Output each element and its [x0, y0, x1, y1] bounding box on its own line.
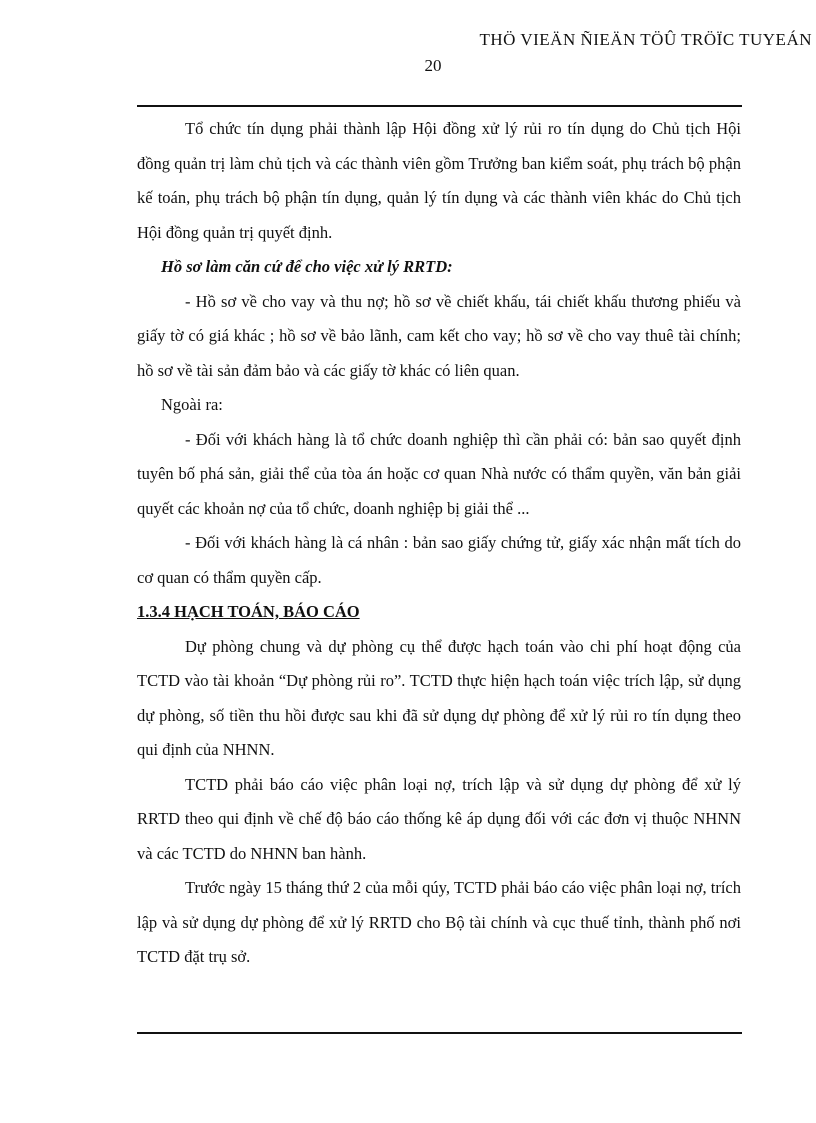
section-heading: 1.3.4 HẠCH TOÁN, BÁO CÁO — [137, 602, 360, 621]
paragraph: Dự phòng chung và dự phòng cụ thể được hạch toán vào chi phí hoạt động của TCTD vào tài khoản “Dự phòng rủi ro”. TCTD thực hiện hạch toán việc trích lập, sử dụng dự phòng, số tiền thu hồi được sau khi đã sử dụng dự phòng để xử lý rủi ro tín dụng theo qui định của NHNN. — [137, 636, 741, 759]
subheading: Hồ sơ làm căn cứ để cho việc xử lý RRTD: — [161, 257, 453, 276]
paragraph: Ngoài ra: — [161, 395, 223, 414]
paragraph: Trước ngày 15 tháng thứ 2 của mỗi qúy, TCTD phải báo cáo việc phân loại nợ, trích lập và sử dụng dự phòng để xử lý RRTD cho Bộ tài chính và cục thuế tỉnh, thành phố nơi TCTD đặt trụ sở. — [137, 878, 741, 966]
top-divider — [137, 105, 742, 107]
paragraph: - Đối với khách hàng là tổ chức doanh nghiệp thì cần phải có: bản sao quyết định tuyên bố phá sản, giải thể của tòa án hoặc cơ quan Nhà nước có thẩm quyền, văn bản giải quyết các khoản nợ của tổ chức, doanh nghiệp bị giải thể ... — [137, 429, 741, 518]
paragraph: - Đối với khách hàng là cá nhân : bản sao giấy chứng tử, giấy xác nhận mất tích do cơ quan có thẩm quyền cấp. — [137, 533, 741, 587]
page-number: 20 — [424, 56, 442, 75]
bottom-divider — [137, 1032, 742, 1034]
page-body — [137, 112, 741, 975]
header-watermark: THÖ VIEÄN ÑIEÄN TÖÛ TRÖÏC TUYEÁN — [479, 30, 812, 49]
paragraph: - Hồ sơ về cho vay và thu nợ; hồ sơ về chiết khấu, tái chiết khấu thương phiếu và giấy tờ có giá khác ; hồ sơ về bảo lãnh, cam kết cho vay; hồ sơ về cho vay thuê tài chính; hồ sơ về tài sản đảm bảo và các giấy tờ khác có liên quan. — [137, 291, 741, 380]
paragraph: Tổ chức tín dụng phải thành lập Hội đồng xử lý rủi ro tín dụng do Chủ tịch Hội đồng quản trị làm chủ tịch và các thành viên gồm Trưởng ban kiểm soát, phụ trách bộ phận kế toán, phụ trách bộ phận tín dụng, quản lý tín dụng và các thành viên khác do Chủ tịch Hội đồng quản trị quyết định. — [137, 119, 741, 242]
paragraph: TCTD phải báo cáo việc phân loại nợ, trích lập và sử dụng dự phòng để xử lý RRTD theo qui định về chế độ báo cáo thống kê áp dụng đối với các đơn vị thuộc NHNN và các TCTD do NHNN ban hành. — [137, 774, 741, 863]
